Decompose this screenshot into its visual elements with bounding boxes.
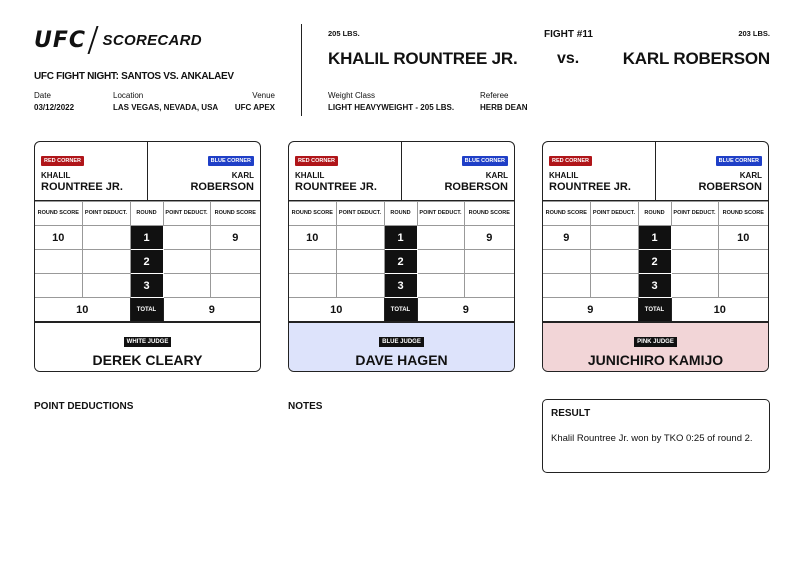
- referee-value: HERB DEAN: [480, 103, 528, 112]
- red-corner-tag: RED CORNER: [41, 156, 84, 166]
- blue-fighter-name: KARL ROBERSON: [622, 49, 770, 68]
- blue-first-name: KARL: [485, 171, 508, 180]
- blue-point-deduction: [163, 250, 210, 274]
- total-row: [289, 298, 514, 322]
- red-corner: [35, 142, 148, 200]
- logo-divider: [87, 26, 98, 54]
- fight-number: FIGHT #11: [544, 29, 593, 40]
- blue-corner: [656, 142, 768, 200]
- score-row-round-1: [543, 226, 768, 250]
- round-number: 2: [130, 250, 163, 274]
- blue-round-score: [718, 274, 768, 298]
- red-point-deduct-header: POINT DEDUCT.: [82, 202, 130, 226]
- judge-name: DAVE HAGEN: [355, 352, 448, 368]
- point-deductions-title: POINT DEDUCTIONS: [34, 401, 134, 412]
- round-number: 3: [130, 274, 163, 298]
- blue-round-score: 9: [210, 226, 260, 250]
- red-total: 10: [35, 298, 130, 322]
- score-row-round-3: [289, 274, 514, 298]
- blue-total: 10: [671, 298, 768, 322]
- judge-scorecard: [34, 141, 261, 372]
- ufc-logo: [34, 26, 202, 54]
- judge-scorecard: [542, 141, 769, 372]
- result-text: Khalil Rountree Jr. won by TKO 0:25 of round 2.: [551, 433, 753, 444]
- judge-footer: [543, 322, 768, 371]
- corner-header: [35, 142, 260, 201]
- red-round-score-header: ROUND SCORE: [543, 202, 590, 226]
- red-round-score: [289, 274, 336, 298]
- blue-point-deduct-header: POINT DEDUCT.: [163, 202, 210, 226]
- blue-weight: 203 LBS.: [738, 29, 770, 38]
- red-fighter-header: [328, 29, 518, 69]
- score-table: [543, 201, 768, 322]
- red-round-score: 10: [289, 226, 336, 250]
- round-header: ROUND: [384, 202, 417, 226]
- score-header-row: [289, 202, 514, 226]
- total-row: [543, 298, 768, 322]
- round-number: 1: [384, 226, 417, 250]
- red-round-score: [543, 274, 590, 298]
- score-row-round-3: [543, 274, 768, 298]
- blue-point-deduct-header: POINT DEDUCT.: [671, 202, 718, 226]
- blue-round-score: [210, 274, 260, 298]
- blue-point-deduction: [417, 226, 464, 250]
- score-row-round-1: [289, 226, 514, 250]
- score-row-round-2: [289, 250, 514, 274]
- blue-corner: [402, 142, 514, 200]
- blue-corner-tag: BLUE CORNER: [208, 156, 254, 166]
- red-point-deduction: [336, 226, 384, 250]
- venue-value: UFC APEX: [234, 103, 275, 112]
- judge-footer: [289, 322, 514, 371]
- red-last-name: ROUNTREE JR.: [295, 181, 377, 193]
- date-value: 03/12/2022: [34, 103, 75, 112]
- blue-fighter-header: [623, 29, 770, 69]
- red-last-name: ROUNTREE JR.: [41, 181, 123, 193]
- total-row: [35, 298, 260, 322]
- result-box: [542, 399, 770, 473]
- blue-last-name: ROBERSON: [444, 181, 508, 193]
- judge-name: DEREK CLEARY: [92, 352, 203, 368]
- referee: [480, 91, 528, 112]
- logo-section: SCORECARD: [102, 31, 202, 49]
- score-row-round-1: [35, 226, 260, 250]
- red-last-name: ROUNTREE JR.: [549, 181, 631, 193]
- red-corner: [543, 142, 656, 200]
- total-label: TOTAL: [130, 298, 163, 322]
- blue-point-deduction: [417, 274, 464, 298]
- round-number: 3: [638, 274, 671, 298]
- total-label: TOTAL: [638, 298, 671, 322]
- blue-round-score: 9: [464, 226, 514, 250]
- red-corner-tag: RED CORNER: [295, 156, 338, 166]
- date-label: Date: [34, 91, 51, 100]
- round-number: 2: [384, 250, 417, 274]
- score-row-round-3: [35, 274, 260, 298]
- red-total: 9: [543, 298, 638, 322]
- red-first-name: KHALIL: [549, 171, 579, 180]
- red-round-score: 10: [35, 226, 82, 250]
- score-row-round-2: [35, 250, 260, 274]
- judge-color-tag: BLUE JUDGE: [379, 337, 424, 347]
- round-number: 1: [130, 226, 163, 250]
- blue-first-name: KARL: [231, 171, 254, 180]
- score-table: [35, 201, 260, 322]
- weight-class-value: LIGHT HEAVYWEIGHT - 205 LBS.: [328, 103, 455, 112]
- round-number: 1: [638, 226, 671, 250]
- notes-title: NOTES: [288, 401, 323, 412]
- judge-name: JUNICHIRO KAMIJO: [587, 352, 724, 368]
- venue-label: Venue: [252, 91, 275, 100]
- corner-header: [543, 142, 768, 201]
- result-title: RESULT: [551, 408, 591, 419]
- blue-point-deduction: [671, 250, 718, 274]
- red-point-deduction: [590, 250, 638, 274]
- red-weight: 205 LBS.: [328, 29, 360, 38]
- red-first-name: KHALIL: [295, 171, 325, 180]
- round-number: 3: [384, 274, 417, 298]
- blue-point-deduction: [417, 250, 464, 274]
- blue-point-deduction: [163, 274, 210, 298]
- red-fighter-name: KHALIL ROUNTREE JR.: [328, 49, 518, 68]
- score-header-row: [543, 202, 768, 226]
- blue-first-name: KARL: [739, 171, 762, 180]
- red-point-deduction: [82, 226, 130, 250]
- round-header: ROUND: [638, 202, 671, 226]
- weight-class-label: Weight Class: [328, 91, 375, 100]
- red-point-deduction: [336, 250, 384, 274]
- location-value: LAS VEGAS, NEVADA, USA: [113, 103, 219, 112]
- blue-round-score: [464, 274, 514, 298]
- blue-round-score-header: ROUND SCORE: [464, 202, 514, 226]
- judge-color-tag: WHITE JUDGE: [124, 337, 172, 347]
- blue-round-score: [210, 250, 260, 274]
- blue-round-score-header: ROUND SCORE: [718, 202, 768, 226]
- blue-last-name: ROBERSON: [698, 181, 762, 193]
- blue-point-deduction: [671, 274, 718, 298]
- referee-label: Referee: [480, 91, 509, 100]
- logo-brand: UFC: [34, 27, 87, 53]
- judge-footer: [35, 322, 260, 371]
- red-round-score: [35, 274, 82, 298]
- red-point-deduction: [82, 274, 130, 298]
- blue-corner-tag: BLUE CORNER: [462, 156, 508, 166]
- red-first-name: KHALIL: [41, 171, 71, 180]
- score-row-round-2: [543, 250, 768, 274]
- red-round-score: [35, 250, 82, 274]
- red-round-score-header: ROUND SCORE: [289, 202, 336, 226]
- blue-total: 9: [417, 298, 514, 322]
- event-date: [34, 91, 74, 112]
- red-point-deduct-header: POINT DEDUCT.: [336, 202, 384, 226]
- total-label: TOTAL: [384, 298, 417, 322]
- corner-header: [289, 142, 514, 201]
- blue-point-deduction: [671, 226, 718, 250]
- event-location: [113, 91, 218, 112]
- blue-point-deduction: [163, 226, 210, 250]
- judge-color-tag: PINK JUDGE: [634, 337, 677, 347]
- location-label: Location: [113, 91, 144, 100]
- score-table: [289, 201, 514, 322]
- blue-round-score: [464, 250, 514, 274]
- red-round-score: 9: [543, 226, 590, 250]
- blue-round-score: [718, 250, 768, 274]
- red-total: 10: [289, 298, 384, 322]
- blue-corner-tag: BLUE CORNER: [716, 156, 762, 166]
- blue-round-score-header: ROUND SCORE: [210, 202, 260, 226]
- event-title: UFC FIGHT NIGHT: SANTOS VS. ANKALAEV: [34, 71, 234, 82]
- red-point-deduct-header: POINT DEDUCT.: [590, 202, 638, 226]
- round-number: 2: [638, 250, 671, 274]
- score-header-row: [35, 202, 260, 226]
- blue-corner: [148, 142, 260, 200]
- blue-total: 9: [163, 298, 260, 322]
- red-point-deduction: [336, 274, 384, 298]
- versus-label: vs.: [557, 50, 580, 67]
- judge-scorecard: [288, 141, 515, 372]
- red-round-score-header: ROUND SCORE: [35, 202, 82, 226]
- event-venue: [235, 91, 275, 112]
- red-point-deduction: [82, 250, 130, 274]
- red-point-deduction: [590, 226, 638, 250]
- red-corner-tag: RED CORNER: [549, 156, 592, 166]
- blue-point-deduct-header: POINT DEDUCT.: [417, 202, 464, 226]
- blue-round-score: 10: [718, 226, 768, 250]
- red-round-score: [289, 250, 336, 274]
- red-point-deduction: [590, 274, 638, 298]
- weight-class: [328, 91, 454, 112]
- header-divider: [301, 24, 302, 116]
- round-header: ROUND: [130, 202, 163, 226]
- red-round-score: [543, 250, 590, 274]
- blue-last-name: ROBERSON: [190, 181, 254, 193]
- red-corner: [289, 142, 402, 200]
